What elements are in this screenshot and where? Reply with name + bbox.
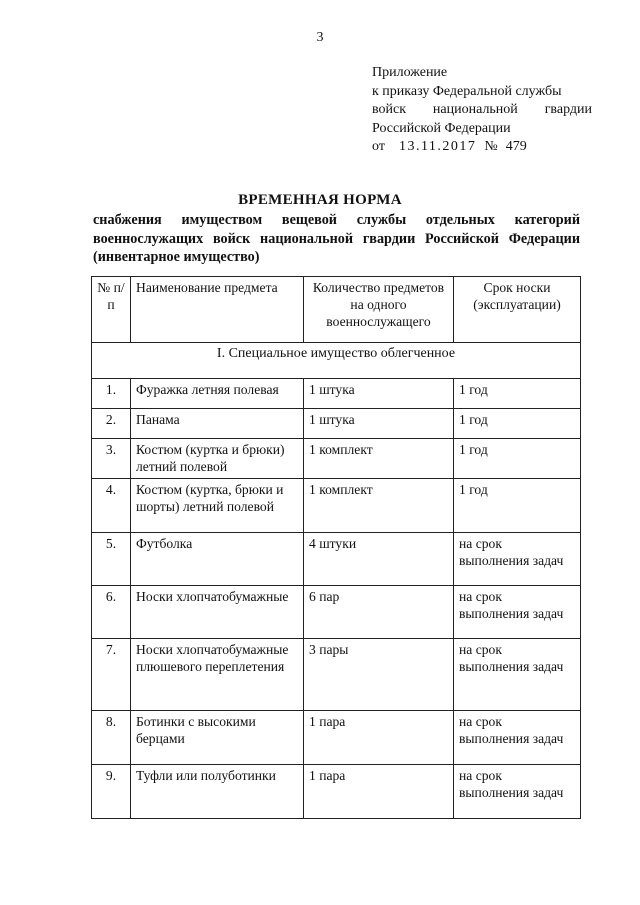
order-date: 13.11.2017	[398, 139, 477, 154]
row-name: Фуражка летняя полевая	[131, 379, 304, 409]
subtitle-line: снабжения имуществом вещевой службы отдельных категорий	[93, 212, 580, 228]
document-subtitle	[93, 211, 580, 267]
row-term: 1 год	[454, 409, 581, 439]
row-num: 3.	[92, 439, 131, 479]
row-term: на срок выполнения задач	[454, 533, 581, 586]
row-name: Ботинки с высокими берцами	[131, 711, 304, 765]
row-num: 1.	[92, 379, 131, 409]
row-qty: 1 комплект	[304, 479, 454, 533]
row-name: Костюм (куртка и брюки) летний полевой	[131, 439, 304, 479]
appendix-line: к приказу Федеральной службы	[372, 83, 562, 99]
table-header-row	[92, 277, 581, 343]
row-name: Панама	[131, 409, 304, 439]
row-num: 9.	[92, 765, 131, 819]
appendix-line: Приложение	[372, 65, 448, 80]
norm-table	[91, 276, 581, 819]
row-term: на срок выполнения задач	[454, 639, 581, 711]
header-qty: Количество предметов на одного военнослужащего	[304, 277, 454, 343]
page-number: 3	[316, 30, 324, 45]
table-row	[92, 639, 581, 711]
row-term: на срок выполнения задач	[454, 711, 581, 765]
row-qty: 3 пары	[304, 639, 454, 711]
row-name: Костюм (куртка, брюки и шорты) летний полевой	[131, 479, 304, 533]
row-qty: 1 комплект	[304, 439, 454, 479]
subtitle-line: военнослужащих войск национальной гвардии Российской Федерации	[93, 230, 580, 247]
table-row	[92, 765, 581, 819]
subtitle-line: (инвентарное имущество)	[93, 249, 260, 265]
row-qty: 6 пар	[304, 586, 454, 639]
row-qty: 1 пара	[304, 765, 454, 819]
row-qty: 1 штука	[304, 379, 454, 409]
row-term: 1 год	[454, 439, 581, 479]
row-qty: 1 пара	[304, 711, 454, 765]
section-row	[92, 343, 581, 379]
table-row	[92, 379, 581, 409]
header-term: Срок носки (эксплуатации)	[454, 277, 581, 343]
row-term: 1 год	[454, 379, 581, 409]
header-num: № п/п	[92, 277, 131, 343]
table-row	[92, 439, 581, 479]
row-name: Носки хлопчатобумажные плюшевого переплетения	[131, 639, 304, 711]
document-title: ВРЕМЕННАЯ НОРМА	[238, 192, 402, 208]
appendix-block	[372, 64, 592, 157]
table-row	[92, 479, 581, 533]
number-sign: №	[484, 139, 498, 154]
table-row	[92, 586, 581, 639]
table-row	[92, 409, 581, 439]
row-name: Футболка	[131, 533, 304, 586]
section-title: I. Специальное имущество облегченное	[92, 343, 581, 379]
row-qty: 4 штуки	[304, 533, 454, 586]
row-num: 7.	[92, 639, 131, 711]
row-num: 8.	[92, 711, 131, 765]
row-qty: 1 штука	[304, 409, 454, 439]
order-number: 479	[505, 139, 527, 154]
row-name: Носки хлопчатобумажные	[131, 586, 304, 639]
appendix-line: Российской Федерации	[372, 120, 511, 136]
row-num: 4.	[92, 479, 131, 533]
date-prefix: от	[372, 139, 385, 154]
header-name: Наименование предмета	[131, 277, 304, 343]
row-num: 6.	[92, 586, 131, 639]
row-name: Туфли или полуботинки	[131, 765, 304, 819]
order-date-line	[372, 138, 592, 157]
table-row	[92, 711, 581, 765]
appendix-line: войск национальной гвардии	[372, 102, 592, 117]
row-term: на срок выполнения задач	[454, 765, 581, 819]
row-term: на срок выполнения задач	[454, 586, 581, 639]
table-row	[92, 533, 581, 586]
row-term: 1 год	[454, 479, 581, 533]
row-num: 5.	[92, 533, 131, 586]
row-num: 2.	[92, 409, 131, 439]
